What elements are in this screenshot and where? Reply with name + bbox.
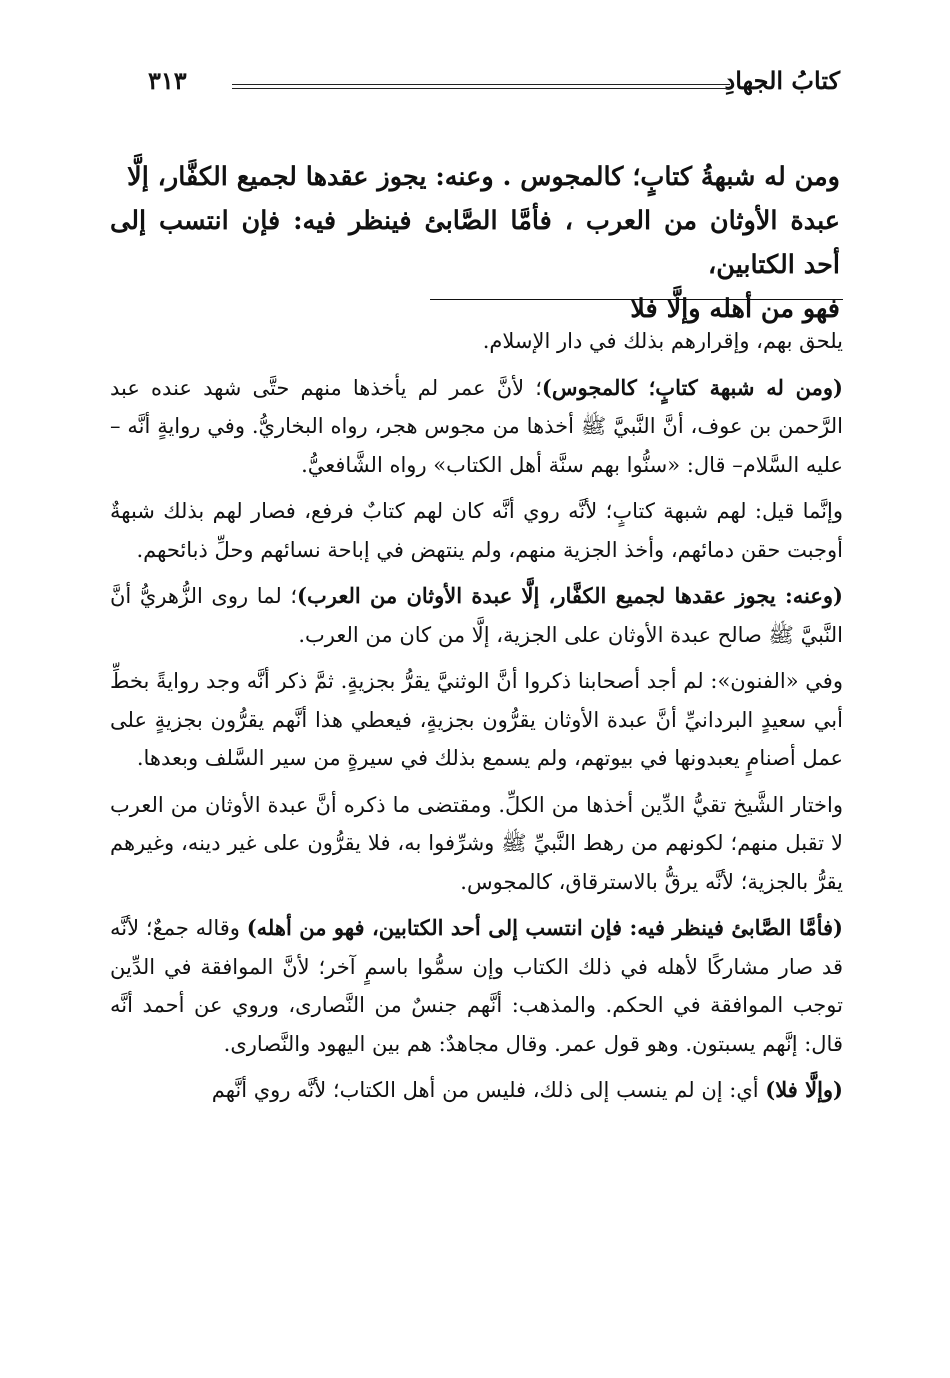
paragraph bbox=[110, 322, 843, 361]
paragraph bbox=[110, 492, 843, 569]
matn-line: فهو من أهله وإلَّا فلا bbox=[630, 294, 840, 324]
matn-divider bbox=[430, 299, 843, 300]
quoted-matn: (وإلَّا فلا) bbox=[765, 1077, 843, 1102]
page-number: ٣١٣ bbox=[148, 66, 187, 95]
matn-line: عبدة الأوثان من العرب ، فأمَّا الصَّابئ فينظر فيه: فإن انتسب إلى أحد الكتابين، bbox=[110, 206, 840, 280]
paragraph-text: واختار الشَّيخ تقيُّ الدِّين أخذها من الكلِّ. ومقتضى ما ذكره أنَّ عبدة الأوثان من العرب لا تقبل منهم؛ لكونهم من رهط النَّبيِّ ﷺ وشرِّفوا به، فلا يقرُّون على غير دينه، وغيرهم يقرُّ بالجزية؛ لأنَّه يرقُّ بالاسترقاق، كالمجوس. bbox=[110, 792, 843, 894]
page-header bbox=[148, 62, 840, 102]
paragraph-text: وقاله جمعٌ؛ لأنَّه قد صار مشاركًا لأهله في ذلك الكتاب وإن سمُّوا باسمٍ آخر؛ لأنَّ الموافقة في الدِّين توجب الموافقة في الحكم. والمذهب: أنَّهم جنسٌ من النَّصارى، وروي عن أحمد أنَّه قال: إنَّهم يسبتون. وهو قول عمر. وقال مجاهدٌ: هم بين اليهود والنَّصارى. bbox=[110, 916, 843, 1056]
quoted-matn: (فأمَّا الصَّابئ فينظر فيه: فإن انتسب إلى أحد الكتابين، فهو من أهله) bbox=[246, 915, 843, 940]
paragraph bbox=[110, 1071, 843, 1110]
chapter-title: كتابُ الجهادِ bbox=[724, 66, 840, 95]
paragraph-text: ؛ لأنَّ عمر لم يأخذها منهم حتَّى شهد عنده عبد الرَّحمن بن عوف، أنَّ النَّبيَّ ﷺ أخذها من مجوس هجر، رواه البخاريُّ. وفي روايةٍ أنَّه – عليه السَّلام– قال: «سنُّوا بهم سنَّة أهل الكتاب» رواه الشَّافعيُّ. bbox=[110, 375, 843, 477]
commentary-text bbox=[110, 322, 843, 1118]
quoted-matn: (وعنه: يجوز عقدها لجميع الكفَّار، إلَّا عبدة الأوثان من العرب) bbox=[297, 583, 843, 608]
paragraph-text: وفي «الفنون»: لم أجد أصحابنا ذكروا أنَّ الوثنيَّ يقرُّ بجزيةٍ. ثمَّ ذكر أنَّه وجد روايةً بخطِّ أبي سعيدٍ البردانيِّ أنَّ عبدة الأوثان يقرُّون بجزيةٍ، فيعطي هذا أنَّهم يقرُّون بجزيةٍ على عمل أصنامٍ يعبدونها في بيوتهم، ولم يسمع بذلك في سيرةٍ من سير السَّلف وبعدها. bbox=[110, 669, 843, 770]
matn-text bbox=[110, 155, 840, 331]
paragraph-text: وإنَّما قيل: لهم شبهة كتابٍ؛ لأنَّه روي أنَّه كان لهم كتابٌ فرفع، فصار لهم بذلك شبهةٌ أوجبت حقن دمائهم، وأخذ الجزية منهم، ولم ينتهض في إباحة نسائهم وحلِّ ذبائحهم. bbox=[110, 499, 843, 562]
paragraph-text: ؛ لما روى الزُّهريُّ أنَّ النَّبيَّ ﷺ صالح عبدة الأوثان على الجزية، إلَّا من كان من العرب. bbox=[110, 584, 843, 647]
quoted-matn: (ومن له شبهة كتابٍ؛ كالمجوس) bbox=[541, 374, 843, 400]
paragraph bbox=[110, 662, 843, 778]
paragraph bbox=[110, 786, 843, 902]
matn-line: ومن له شبهةُ كتابٍ؛ كالمجوس . وعنه: يجوز عقدها لجميع الكفَّار، إلَّا bbox=[127, 162, 840, 192]
paragraph-text: يلحق بهم، وإقرارهم بذلك في دار الإسلام. bbox=[482, 329, 843, 353]
paragraph bbox=[110, 909, 843, 1063]
paragraph-text: أي: إن لم ينسب إلى ذلك، فليس من أهل الكتاب؛ لأنَّه روي أنَّهم bbox=[211, 1078, 766, 1102]
header-rule bbox=[232, 84, 730, 89]
paragraph bbox=[110, 577, 843, 654]
paragraph bbox=[110, 369, 843, 485]
